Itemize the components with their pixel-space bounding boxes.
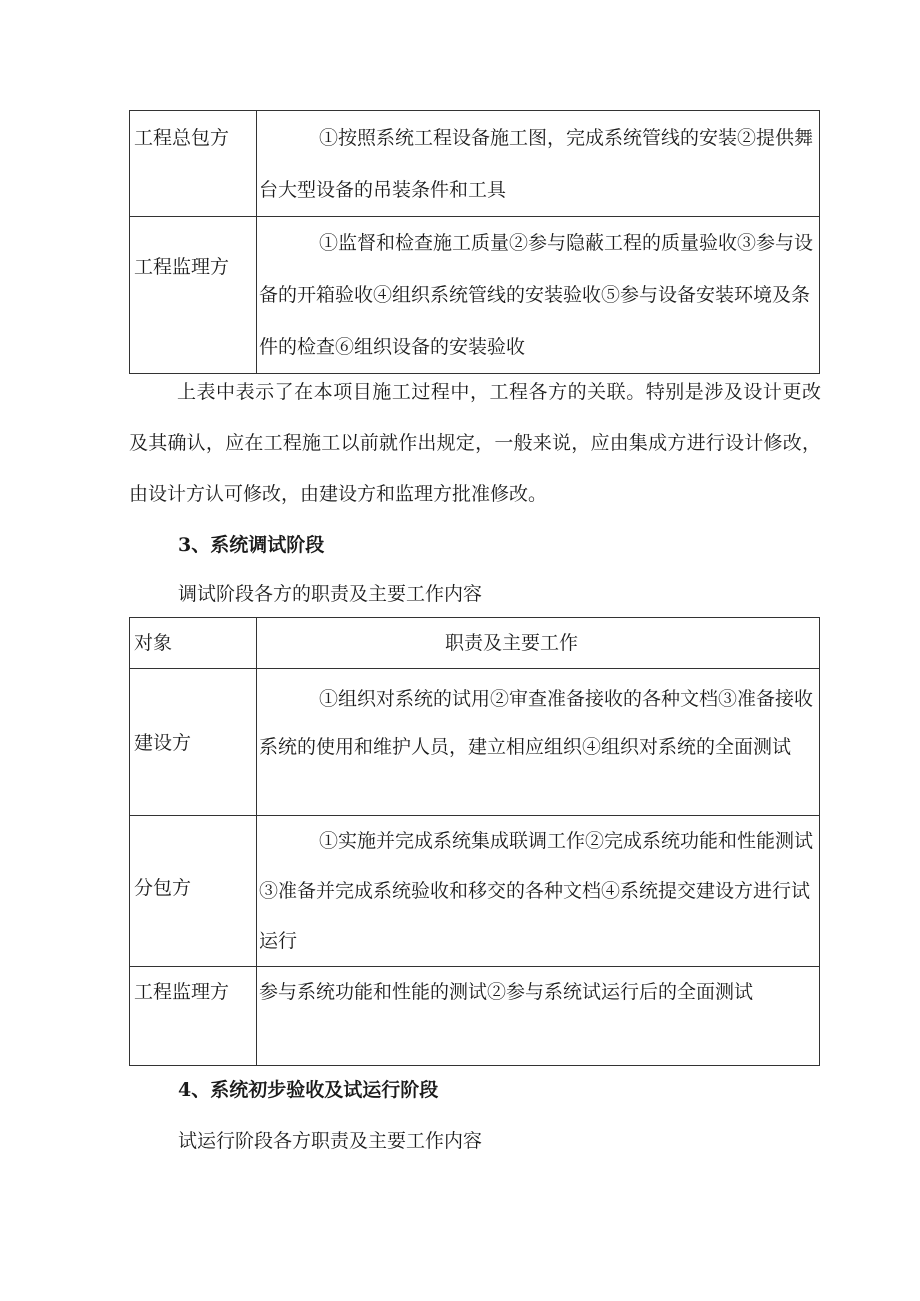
table-cell-duties bbox=[257, 669, 820, 816]
table-cell-party bbox=[130, 816, 257, 967]
table-row bbox=[130, 816, 820, 967]
table-cell-party bbox=[130, 967, 257, 1066]
table-row bbox=[130, 967, 820, 1066]
table-header-row bbox=[130, 618, 820, 669]
party-label: 工程监理方 bbox=[134, 256, 230, 278]
table-cell-party bbox=[130, 217, 257, 374]
section-heading-4: 4、系统初步验收及试运行阶段 bbox=[178, 1079, 439, 1101]
table-cell-party bbox=[130, 669, 257, 816]
body-paragraph: 上表中表示了在本项目施工过程中，工程各方的关联。特别是涉及设计更改及其确认，应在工程施工以前就作出规定，一般来说，应由集成方进行设计修改，由设计方认可修改，由建设方和监理方批准修改。 bbox=[129, 381, 821, 505]
table-caption-4: 试运行阶段各方职责及主要工作内容 bbox=[178, 1130, 483, 1152]
party-label: 建设方 bbox=[134, 732, 192, 754]
table-cell-duties bbox=[257, 111, 820, 217]
duties-text: ①监督和检查施工质量②参与隐蔽工程的质量验收③参与设备的开箱验收④组织系统管线的安装验收⑤参与设备安装环境及条件的检查⑥组织设备的安装验收 bbox=[259, 232, 814, 358]
table-cell-party bbox=[130, 111, 257, 217]
duties-text: ①实施并完成系统集成联调工作②完成系统功能和性能测试③准备并完成系统验收和移交的各种文档④系统提交建设方进行试运行 bbox=[259, 830, 814, 952]
table-row bbox=[130, 111, 820, 217]
party-label: 分包方 bbox=[134, 877, 192, 899]
party-label: 工程监理方 bbox=[134, 981, 230, 1003]
party-label: 工程总包方 bbox=[134, 127, 230, 149]
section-heading-3: 3、系统调试阶段 bbox=[178, 534, 325, 556]
table-cell-duties bbox=[257, 967, 820, 1066]
responsibility-table-debug bbox=[129, 617, 820, 1066]
table-row bbox=[130, 217, 820, 374]
table-cell-duties bbox=[257, 816, 820, 967]
duties-text: ①按照系统工程设备施工图，完成系统管线的安装②提供舞台大型设备的吊装条件和工具 bbox=[259, 127, 814, 201]
header-duties: 职责及主要工作 bbox=[445, 632, 579, 654]
table-header-cell bbox=[130, 618, 257, 669]
table-caption-3: 调试阶段各方的职责及主要工作内容 bbox=[178, 583, 483, 605]
duties-text: 参与系统功能和性能的测试②参与系统试运行后的全面测试 bbox=[259, 981, 754, 1003]
table-row bbox=[130, 669, 820, 816]
table-header-cell bbox=[257, 618, 820, 669]
duties-text: ①组织对系统的试用②审查准备接收的各种文档③准备接收系统的使用和维护人员，建立相应组织④组织对系统的全面测试 bbox=[259, 688, 814, 758]
table-cell-duties bbox=[257, 217, 820, 374]
header-object: 对象 bbox=[134, 632, 173, 654]
responsibility-table-construction bbox=[129, 110, 820, 374]
